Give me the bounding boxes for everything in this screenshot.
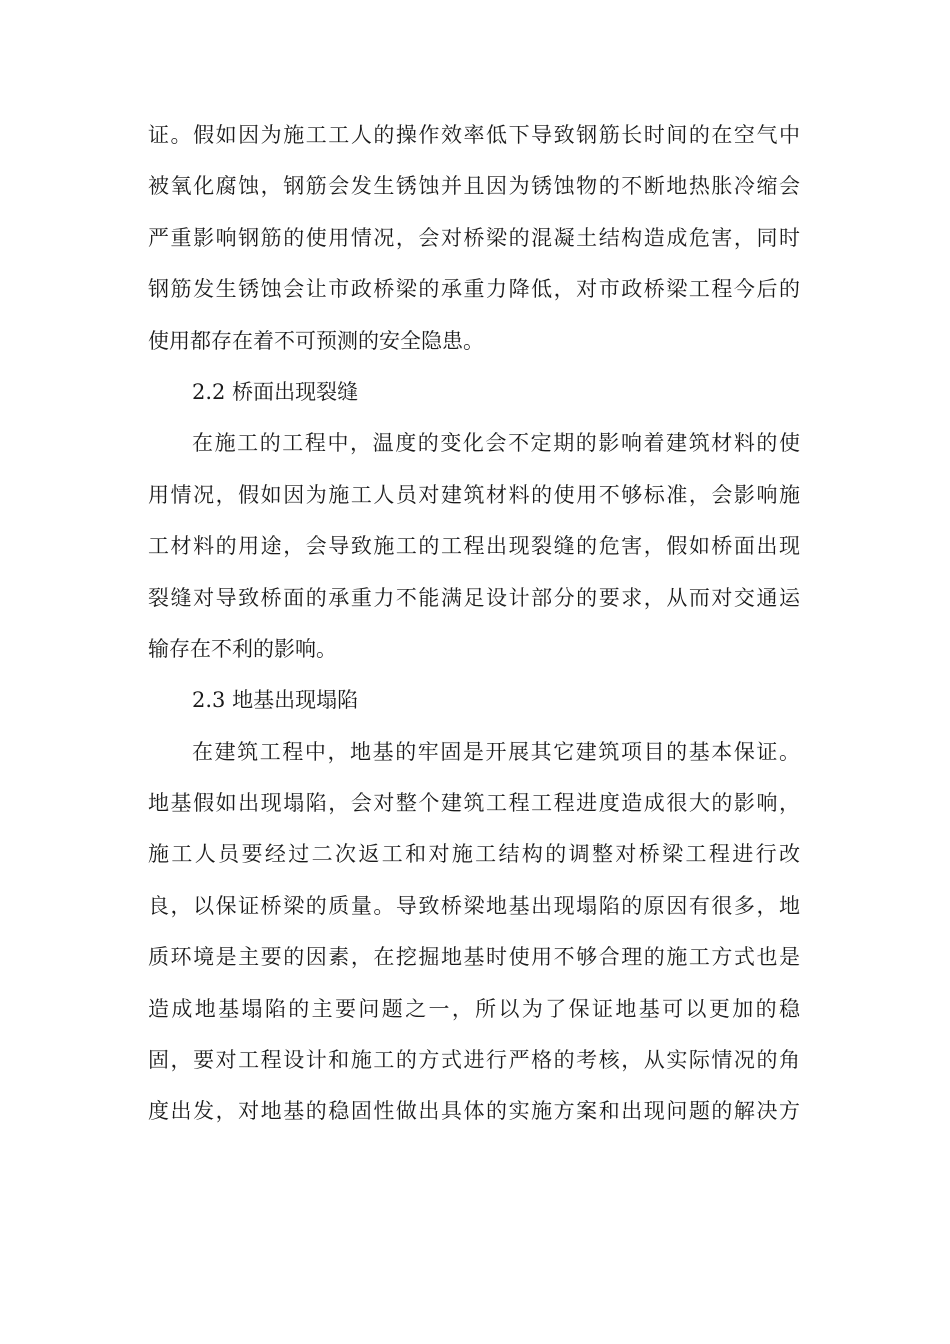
paragraph-line: 钢筋发生锈蚀会让市政桥梁的承重力降低，对市政桥梁工程今后的 bbox=[148, 277, 800, 302]
paragraph-line: 工材料的用途，会导致施工的工程出现裂缝的危害，假如桥面出现 bbox=[148, 534, 800, 559]
paragraph-line: 质环境是主要的因素，在挖掘地基时使用不够合理的施工方式也是 bbox=[148, 945, 800, 970]
paragraph-line: 施工人员要经过二次返工和对施工结构的调整对桥梁工程进行改 bbox=[148, 842, 800, 867]
paragraph-line: 在施工的工程中，温度的变化会不定期的影响着建筑材料的使 bbox=[192, 431, 800, 456]
paragraph-line: 输存在不利的影响。 bbox=[148, 636, 337, 661]
paragraph-line: 度出发，对地基的稳固性做出具体的实施方案和出现问题的解决方 bbox=[148, 1099, 800, 1124]
document-body bbox=[148, 110, 800, 1138]
paragraph-line: 被氧化腐蚀，钢筋会发生锈蚀并且因为锈蚀物的不断地热胀冷缩会 bbox=[148, 174, 800, 199]
section-heading-2-2: 2.2 桥面出现裂缝 bbox=[192, 379, 359, 404]
paragraph-line: 造成地基塌陷的主要问题之一，所以为了保证地基可以更加的稳 bbox=[148, 996, 800, 1021]
paragraph-line: 地基假如出现塌陷，会对整个建筑工程工程进度造成很大的影响， bbox=[148, 791, 800, 816]
paragraph-line: 固，要对工程设计和施工的方式进行严格的考核，从实际情况的角 bbox=[148, 1048, 800, 1073]
paragraph-line: 在建筑工程中，地基的牢固是开展其它建筑项目的基本保证。 bbox=[192, 739, 800, 764]
paragraph-line: 证。假如因为施工工人的操作效率低下导致钢筋长时间的在空气中 bbox=[148, 123, 800, 147]
paragraph-line: 严重影响钢筋的使用情况，会对桥梁的混凝土结构造成危害，同时 bbox=[148, 225, 800, 250]
section-heading-2-3: 2.3 地基出现塌陷 bbox=[192, 688, 359, 713]
paragraph-line: 裂缝对导致桥面的承重力不能满足设计部分的要求，从而对交通运 bbox=[148, 585, 800, 610]
paragraph-line: 良，以保证桥梁的质量。导致桥梁地基出现塌陷的原因有很多，地 bbox=[148, 893, 800, 918]
paragraph-line: 使用都存在着不可预测的安全隐患。 bbox=[148, 328, 484, 353]
paragraph-line: 用情况，假如因为施工人员对建筑材料的使用不够标准，会影响施 bbox=[148, 482, 800, 507]
